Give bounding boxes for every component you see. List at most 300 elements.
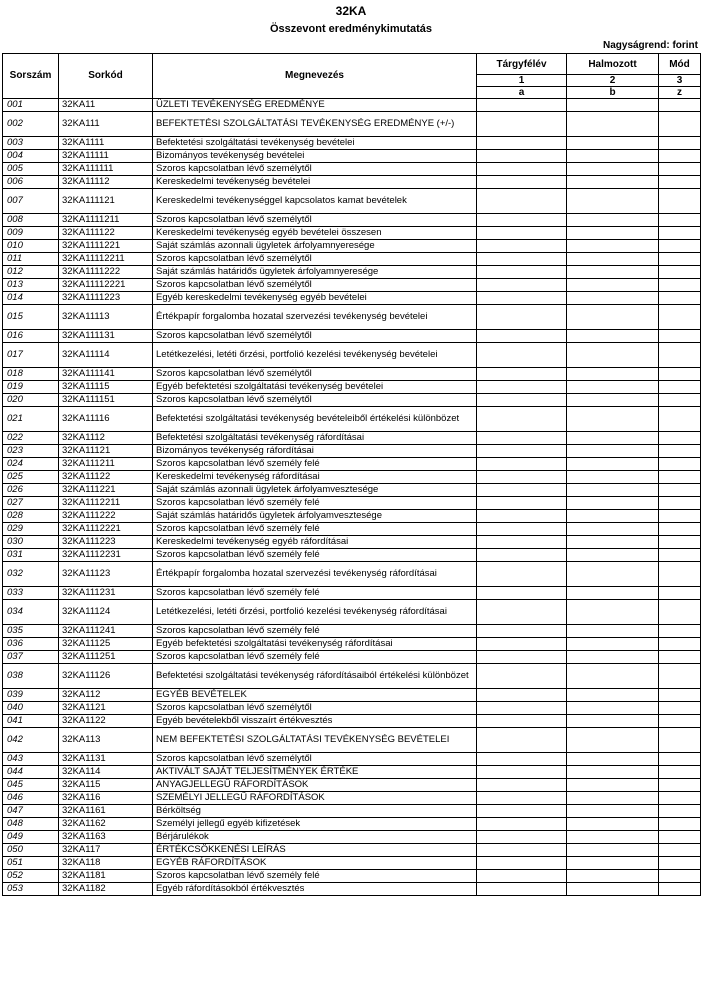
- value-cell-mod[interactable]: [659, 305, 701, 330]
- row-code: 32KA11114: [59, 343, 153, 368]
- value-cell-mod[interactable]: [659, 112, 701, 137]
- value-cell-mod[interactable]: [659, 189, 701, 214]
- row-code: 32KA111221: [59, 484, 153, 497]
- row-name: Értékpapír forgalomba hozatal szervezési tevékenység ráfordításai: [153, 562, 477, 587]
- value-cell-targyfelev[interactable]: [477, 407, 567, 432]
- table-row: [3, 818, 701, 831]
- row-number: 038: [3, 664, 59, 689]
- value-cell-mod[interactable]: [659, 99, 701, 112]
- row-name: Szoros kapcsolatban lévő személy felé: [153, 458, 477, 471]
- value-cell-halmozott[interactable]: [567, 99, 659, 112]
- value-cell-mod[interactable]: [659, 638, 701, 651]
- value-cell-halmozott[interactable]: [567, 163, 659, 176]
- row-number: 013: [3, 279, 59, 292]
- row-number: 014: [3, 292, 59, 305]
- value-cell-targyfelev[interactable]: [477, 189, 567, 214]
- row-name: Befektetési szolgáltatási tevékenység bevételeiből értékelési különbözet: [153, 407, 477, 432]
- value-cell-mod[interactable]: [659, 715, 701, 728]
- value-cell-mod[interactable]: [659, 625, 701, 638]
- value-cell-mod[interactable]: [659, 844, 701, 857]
- value-cell-targyfelev[interactable]: [477, 305, 567, 330]
- value-cell-targyfelev[interactable]: [477, 689, 567, 702]
- value-cell-targyfelev[interactable]: [477, 292, 567, 305]
- form-code: 32KA: [335, 4, 367, 18]
- value-cell-mod[interactable]: [659, 292, 701, 305]
- value-cell-halmozott[interactable]: [567, 266, 659, 279]
- row-name: Bérköltség: [153, 805, 477, 818]
- row-code: 32KA111151: [59, 394, 153, 407]
- row-number: 045: [3, 779, 59, 792]
- value-cell-mod[interactable]: [659, 857, 701, 870]
- row-name: ANYAGJELLEGŰ RÁFORDÍTÁSOK: [153, 779, 477, 792]
- row-code: 32KA1111223: [59, 292, 153, 305]
- value-cell-mod[interactable]: [659, 600, 701, 625]
- row-number: 027: [3, 497, 59, 510]
- table-row: [3, 523, 701, 536]
- row-number: 004: [3, 150, 59, 163]
- value-cell-targyfelev[interactable]: [477, 883, 567, 896]
- value-cell-mod[interactable]: [659, 792, 701, 805]
- row-number: 047: [3, 805, 59, 818]
- value-cell-mod[interactable]: [659, 523, 701, 536]
- value-cell-targyfelev[interactable]: [477, 600, 567, 625]
- value-cell-halmozott[interactable]: [567, 792, 659, 805]
- table-row: [3, 549, 701, 562]
- table-row: [3, 536, 701, 549]
- value-cell-halmozott[interactable]: [567, 407, 659, 432]
- value-cell-halmozott[interactable]: [567, 484, 659, 497]
- row-name: Egyéb kereskedelmi tevékenység egyéb bevételei: [153, 292, 477, 305]
- value-cell-halmozott[interactable]: [567, 292, 659, 305]
- row-name: Befektetési szolgáltatási tevékenység ráfordításai: [153, 432, 477, 445]
- value-cell-mod[interactable]: [659, 253, 701, 266]
- row-name: Saját számlás határidős ügyletek árfolyamnyeresége: [153, 266, 477, 279]
- value-cell-mod[interactable]: [659, 227, 701, 240]
- value-cell-halmozott[interactable]: [567, 818, 659, 831]
- value-cell-halmozott[interactable]: [567, 728, 659, 753]
- value-cell-mod[interactable]: [659, 150, 701, 163]
- value-cell-targyfelev[interactable]: [477, 625, 567, 638]
- row-name: Saját számlás határidős ügyletek árfolyamvesztesége: [153, 510, 477, 523]
- value-cell-targyfelev[interactable]: [477, 279, 567, 292]
- row-code: 32KA1112: [59, 432, 153, 445]
- header-sorkod: Sorkód: [59, 54, 153, 99]
- row-number: 002: [3, 112, 59, 137]
- table-row: [3, 150, 701, 163]
- value-cell-mod[interactable]: [659, 266, 701, 279]
- row-code: 32KA1111221: [59, 240, 153, 253]
- row-name: Bizományos tevékenység bevételei: [153, 150, 477, 163]
- row-code: 32KA1111211: [59, 214, 153, 227]
- row-name: Kereskedelmi tevékenység egyéb bevételei összesen: [153, 227, 477, 240]
- value-cell-mod[interactable]: [659, 497, 701, 510]
- value-cell-mod[interactable]: [659, 536, 701, 549]
- value-cell-halmozott[interactable]: [567, 870, 659, 883]
- value-cell-mod[interactable]: [659, 587, 701, 600]
- value-cell-targyfelev[interactable]: [477, 381, 567, 394]
- row-number: 015: [3, 305, 59, 330]
- row-number: 023: [3, 445, 59, 458]
- row-code: 32KA11123: [59, 562, 153, 587]
- row-number: 050: [3, 844, 59, 857]
- value-cell-mod[interactable]: [659, 471, 701, 484]
- table-row: [3, 883, 701, 896]
- value-cell-targyfelev[interactable]: [477, 702, 567, 715]
- value-cell-targyfelev[interactable]: [477, 432, 567, 445]
- value-cell-halmozott[interactable]: [567, 445, 659, 458]
- row-number: 033: [3, 587, 59, 600]
- value-cell-halmozott[interactable]: [567, 638, 659, 651]
- value-cell-targyfelev[interactable]: [477, 458, 567, 471]
- value-cell-halmozott[interactable]: [567, 562, 659, 587]
- value-cell-halmozott[interactable]: [567, 432, 659, 445]
- row-code: 32KA111122: [59, 227, 153, 240]
- row-name: EGYÉB BEVÉTELEK: [153, 689, 477, 702]
- row-number: 021: [3, 407, 59, 432]
- row-code: 32KA111251: [59, 651, 153, 664]
- value-cell-targyfelev[interactable]: [477, 163, 567, 176]
- row-name: ÉRTÉKCSÖKKENÉSI LEÍRÁS: [153, 844, 477, 857]
- value-cell-targyfelev[interactable]: [477, 368, 567, 381]
- value-cell-halmozott[interactable]: [567, 844, 659, 857]
- value-cell-halmozott[interactable]: [567, 381, 659, 394]
- value-cell-halmozott[interactable]: [567, 753, 659, 766]
- row-name: Bizományos tevékenység ráfordításai: [153, 445, 477, 458]
- value-cell-halmozott[interactable]: [567, 214, 659, 227]
- value-cell-mod[interactable]: [659, 330, 701, 343]
- value-cell-mod[interactable]: [659, 484, 701, 497]
- row-code: 32KA1163: [59, 831, 153, 844]
- row-number: 030: [3, 536, 59, 549]
- value-cell-targyfelev[interactable]: [477, 805, 567, 818]
- row-number: 029: [3, 523, 59, 536]
- row-code: 32KA111111: [59, 163, 153, 176]
- value-cell-mod[interactable]: [659, 368, 701, 381]
- value-cell-targyfelev[interactable]: [477, 176, 567, 189]
- table-row: [3, 753, 701, 766]
- row-code: 32KA111223: [59, 536, 153, 549]
- table-row: [3, 189, 701, 214]
- value-cell-targyfelev[interactable]: [477, 587, 567, 600]
- page-title: Összevont eredménykimutatás: [269, 23, 432, 35]
- row-number: 012: [3, 266, 59, 279]
- value-cell-mod[interactable]: [659, 562, 701, 587]
- value-cell-targyfelev[interactable]: [477, 471, 567, 484]
- value-cell-mod[interactable]: [659, 766, 701, 779]
- value-cell-targyfelev[interactable]: [477, 394, 567, 407]
- value-cell-targyfelev[interactable]: [477, 227, 567, 240]
- value-cell-halmozott[interactable]: [567, 523, 659, 536]
- row-number: 035: [3, 625, 59, 638]
- header-sorszam: Sorszám: [3, 54, 59, 99]
- row-name: Letétkezelési, letéti őrzési, portfolió kezelési tevékenység bevételei: [153, 343, 477, 368]
- row-name: Kereskedelmi tevékenységgel kapcsolatos kamat bevételek: [153, 189, 477, 214]
- value-cell-targyfelev[interactable]: [477, 857, 567, 870]
- table-row: [3, 407, 701, 432]
- value-cell-halmozott[interactable]: [567, 536, 659, 549]
- row-name: Befektetési szolgáltatási tevékenység ráfordításaiból értékelési különbözet: [153, 664, 477, 689]
- value-cell-mod[interactable]: [659, 702, 701, 715]
- row-code: 32KA11113: [59, 305, 153, 330]
- row-name: Saját számlás azonnali ügyletek árfolyamvesztesége: [153, 484, 477, 497]
- row-code: 32KA11121: [59, 445, 153, 458]
- row-number: 003: [3, 137, 59, 150]
- value-cell-mod[interactable]: [659, 137, 701, 150]
- value-cell-targyfelev[interactable]: [477, 651, 567, 664]
- row-name: ÜZLETI TEVÉKENYSÉG EREDMÉNYE: [153, 99, 477, 112]
- value-cell-halmozott[interactable]: [567, 112, 659, 137]
- value-cell-targyfelev[interactable]: [477, 497, 567, 510]
- value-cell-halmozott[interactable]: [567, 343, 659, 368]
- header-col-number-2: 2: [567, 75, 659, 87]
- table-row: [3, 471, 701, 484]
- value-cell-targyfelev[interactable]: [477, 510, 567, 523]
- row-code: 32KA111231: [59, 587, 153, 600]
- value-cell-targyfelev[interactable]: [477, 715, 567, 728]
- value-cell-targyfelev[interactable]: [477, 779, 567, 792]
- value-cell-halmozott[interactable]: [567, 600, 659, 625]
- value-cell-halmozott[interactable]: [567, 227, 659, 240]
- value-cell-targyfelev[interactable]: [477, 536, 567, 549]
- value-cell-mod[interactable]: [659, 870, 701, 883]
- value-cell-halmozott[interactable]: [567, 625, 659, 638]
- value-cell-halmozott[interactable]: [567, 510, 659, 523]
- row-name: Szoros kapcsolatban lévő személy felé: [153, 523, 477, 536]
- row-name: Szoros kapcsolatban lévő személytől: [153, 702, 477, 715]
- value-cell-targyfelev[interactable]: [477, 137, 567, 150]
- value-cell-targyfelev[interactable]: [477, 240, 567, 253]
- table-row: [3, 664, 701, 689]
- value-cell-mod[interactable]: [659, 664, 701, 689]
- value-cell-mod[interactable]: [659, 381, 701, 394]
- value-cell-halmozott[interactable]: [567, 702, 659, 715]
- row-code: 32KA11125: [59, 638, 153, 651]
- value-cell-mod[interactable]: [659, 728, 701, 753]
- row-name: Bérjárulékok: [153, 831, 477, 844]
- table-row: [3, 266, 701, 279]
- value-cell-halmozott[interactable]: [567, 549, 659, 562]
- table-row: [3, 792, 701, 805]
- value-cell-targyfelev[interactable]: [477, 266, 567, 279]
- value-cell-halmozott[interactable]: [567, 831, 659, 844]
- value-cell-halmozott[interactable]: [567, 689, 659, 702]
- row-number: 041: [3, 715, 59, 728]
- value-cell-targyfelev[interactable]: [477, 484, 567, 497]
- value-cell-mod[interactable]: [659, 818, 701, 831]
- value-cell-targyfelev[interactable]: [477, 549, 567, 562]
- value-cell-mod[interactable]: [659, 445, 701, 458]
- table-row: [3, 279, 701, 292]
- value-cell-mod[interactable]: [659, 176, 701, 189]
- value-cell-targyfelev[interactable]: [477, 562, 567, 587]
- row-name: Egyéb bevételekből visszaírt értékvesztés: [153, 715, 477, 728]
- value-cell-targyfelev[interactable]: [477, 112, 567, 137]
- value-cell-targyfelev[interactable]: [477, 214, 567, 227]
- row-name: Saját számlás azonnali ügyletek árfolyamnyeresége: [153, 240, 477, 253]
- table-row: [3, 368, 701, 381]
- row-number: 051: [3, 857, 59, 870]
- value-cell-mod[interactable]: [659, 689, 701, 702]
- table-row: [3, 343, 701, 368]
- value-cell-halmozott[interactable]: [567, 150, 659, 163]
- value-cell-halmozott[interactable]: [567, 253, 659, 266]
- row-code: 32KA112: [59, 689, 153, 702]
- row-code: 32KA1161: [59, 805, 153, 818]
- value-cell-targyfelev[interactable]: [477, 831, 567, 844]
- header-col-letter-b: b: [567, 87, 659, 99]
- row-code: 32KA11112221: [59, 279, 153, 292]
- value-cell-halmozott[interactable]: [567, 805, 659, 818]
- value-cell-mod[interactable]: [659, 279, 701, 292]
- table-row: [3, 381, 701, 394]
- value-cell-mod[interactable]: [659, 458, 701, 471]
- table-row: [3, 715, 701, 728]
- value-cell-halmozott[interactable]: [567, 137, 659, 150]
- row-name: BEFEKTETÉSI SZOLGÁLTATÁSI TEVÉKENYSÉG EREDMÉNYE (+/-): [153, 112, 477, 137]
- table-row: [3, 689, 701, 702]
- value-cell-mod[interactable]: [659, 779, 701, 792]
- table-row: [3, 728, 701, 753]
- row-name: AKTIVÁLT SAJÁT TELJESÍTMÉNYEK ÉRTÉKE: [153, 766, 477, 779]
- value-cell-mod[interactable]: [659, 240, 701, 253]
- value-cell-mod[interactable]: [659, 343, 701, 368]
- value-cell-halmozott[interactable]: [567, 497, 659, 510]
- value-cell-targyfelev[interactable]: [477, 523, 567, 536]
- row-code: 32KA114: [59, 766, 153, 779]
- row-number: 052: [3, 870, 59, 883]
- table-row: [3, 484, 701, 497]
- value-cell-halmozott[interactable]: [567, 883, 659, 896]
- value-cell-mod[interactable]: [659, 805, 701, 818]
- row-code: 32KA1181: [59, 870, 153, 883]
- value-cell-halmozott[interactable]: [567, 240, 659, 253]
- value-cell-halmozott[interactable]: [567, 651, 659, 664]
- value-cell-targyfelev[interactable]: [477, 753, 567, 766]
- value-cell-halmozott[interactable]: [567, 779, 659, 792]
- row-name: Személyi jellegű egyéb kifizetések: [153, 818, 477, 831]
- row-number: 036: [3, 638, 59, 651]
- value-cell-targyfelev[interactable]: [477, 99, 567, 112]
- row-number: 010: [3, 240, 59, 253]
- value-cell-halmozott[interactable]: [567, 664, 659, 689]
- table-row: [3, 137, 701, 150]
- report-rows: [3, 99, 701, 896]
- value-cell-halmozott[interactable]: [567, 458, 659, 471]
- row-code: 32KA1121: [59, 702, 153, 715]
- value-cell-halmozott[interactable]: [567, 176, 659, 189]
- report-table: [2, 53, 701, 896]
- table-row: [3, 651, 701, 664]
- row-name: Befektetési szolgáltatási tevékenység bevételei: [153, 137, 477, 150]
- row-number: 017: [3, 343, 59, 368]
- row-code: 32KA11115: [59, 381, 153, 394]
- value-cell-mod[interactable]: [659, 163, 701, 176]
- value-cell-targyfelev[interactable]: [477, 150, 567, 163]
- header-targyfelev: Tárgyfélév: [477, 54, 567, 75]
- row-number: 006: [3, 176, 59, 189]
- value-cell-mod[interactable]: [659, 407, 701, 432]
- value-cell-targyfelev[interactable]: [477, 638, 567, 651]
- row-code: 32KA115: [59, 779, 153, 792]
- row-name: Szoros kapcsolatban lévő személytől: [153, 214, 477, 227]
- row-name: Kereskedelmi tevékenység ráfordításai: [153, 471, 477, 484]
- value-cell-halmozott[interactable]: [567, 715, 659, 728]
- value-cell-halmozott[interactable]: [567, 857, 659, 870]
- table-row: [3, 176, 701, 189]
- row-code: 32KA1122: [59, 715, 153, 728]
- row-name: Szoros kapcsolatban lévő személy felé: [153, 625, 477, 638]
- value-cell-halmozott[interactable]: [567, 368, 659, 381]
- value-cell-targyfelev[interactable]: [477, 253, 567, 266]
- value-cell-targyfelev[interactable]: [477, 343, 567, 368]
- row-name: Egyéb befektetési szolgáltatási tevékenység ráfordításai: [153, 638, 477, 651]
- row-code: 32KA111211: [59, 458, 153, 471]
- value-cell-mod[interactable]: [659, 432, 701, 445]
- row-code: 32KA11126: [59, 664, 153, 689]
- row-number: 019: [3, 381, 59, 394]
- value-cell-mod[interactable]: [659, 549, 701, 562]
- header-mod: Mód: [659, 54, 701, 75]
- row-name: Szoros kapcsolatban lévő személytől: [153, 753, 477, 766]
- value-cell-mod[interactable]: [659, 394, 701, 407]
- value-cell-mod[interactable]: [659, 510, 701, 523]
- value-cell-halmozott[interactable]: [567, 189, 659, 214]
- value-cell-mod[interactable]: [659, 883, 701, 896]
- table-row: [3, 831, 701, 844]
- table-row: [3, 587, 701, 600]
- table-row: [3, 445, 701, 458]
- value-cell-mod[interactable]: [659, 753, 701, 766]
- row-name: Szoros kapcsolatban lévő személy felé: [153, 870, 477, 883]
- value-cell-mod[interactable]: [659, 651, 701, 664]
- value-cell-mod[interactable]: [659, 214, 701, 227]
- value-cell-mod[interactable]: [659, 831, 701, 844]
- row-number: 042: [3, 728, 59, 753]
- row-name: NEM BEFEKTETÉSI SZOLGÁLTATÁSI TEVÉKENYSÉG BEVÉTELEI: [153, 728, 477, 753]
- value-cell-halmozott[interactable]: [567, 471, 659, 484]
- table-row: [3, 562, 701, 587]
- value-cell-halmozott[interactable]: [567, 330, 659, 343]
- row-number: 044: [3, 766, 59, 779]
- row-number: 005: [3, 163, 59, 176]
- unit-label: Nagyságrend: forint: [602, 40, 698, 51]
- value-cell-targyfelev[interactable]: [477, 818, 567, 831]
- value-cell-targyfelev[interactable]: [477, 330, 567, 343]
- table-row: [3, 779, 701, 792]
- table-row: [3, 214, 701, 227]
- value-cell-halmozott[interactable]: [567, 766, 659, 779]
- value-cell-halmozott[interactable]: [567, 279, 659, 292]
- row-number: 053: [3, 883, 59, 896]
- value-cell-targyfelev[interactable]: [477, 728, 567, 753]
- row-number: 025: [3, 471, 59, 484]
- value-cell-targyfelev[interactable]: [477, 792, 567, 805]
- value-cell-targyfelev[interactable]: [477, 766, 567, 779]
- value-cell-targyfelev[interactable]: [477, 870, 567, 883]
- value-cell-halmozott[interactable]: [567, 587, 659, 600]
- row-number: 016: [3, 330, 59, 343]
- value-cell-targyfelev[interactable]: [477, 445, 567, 458]
- value-cell-halmozott[interactable]: [567, 305, 659, 330]
- row-name: Szoros kapcsolatban lévő személy felé: [153, 549, 477, 562]
- row-number: 026: [3, 484, 59, 497]
- header-col-number-3: 3: [659, 75, 701, 87]
- header-col-number-1: 1: [477, 75, 567, 87]
- value-cell-halmozott[interactable]: [567, 394, 659, 407]
- row-name: SZEMÉLYI JELLEGŰ RÁFORDÍTÁSOK: [153, 792, 477, 805]
- value-cell-targyfelev[interactable]: [477, 844, 567, 857]
- value-cell-targyfelev[interactable]: [477, 664, 567, 689]
